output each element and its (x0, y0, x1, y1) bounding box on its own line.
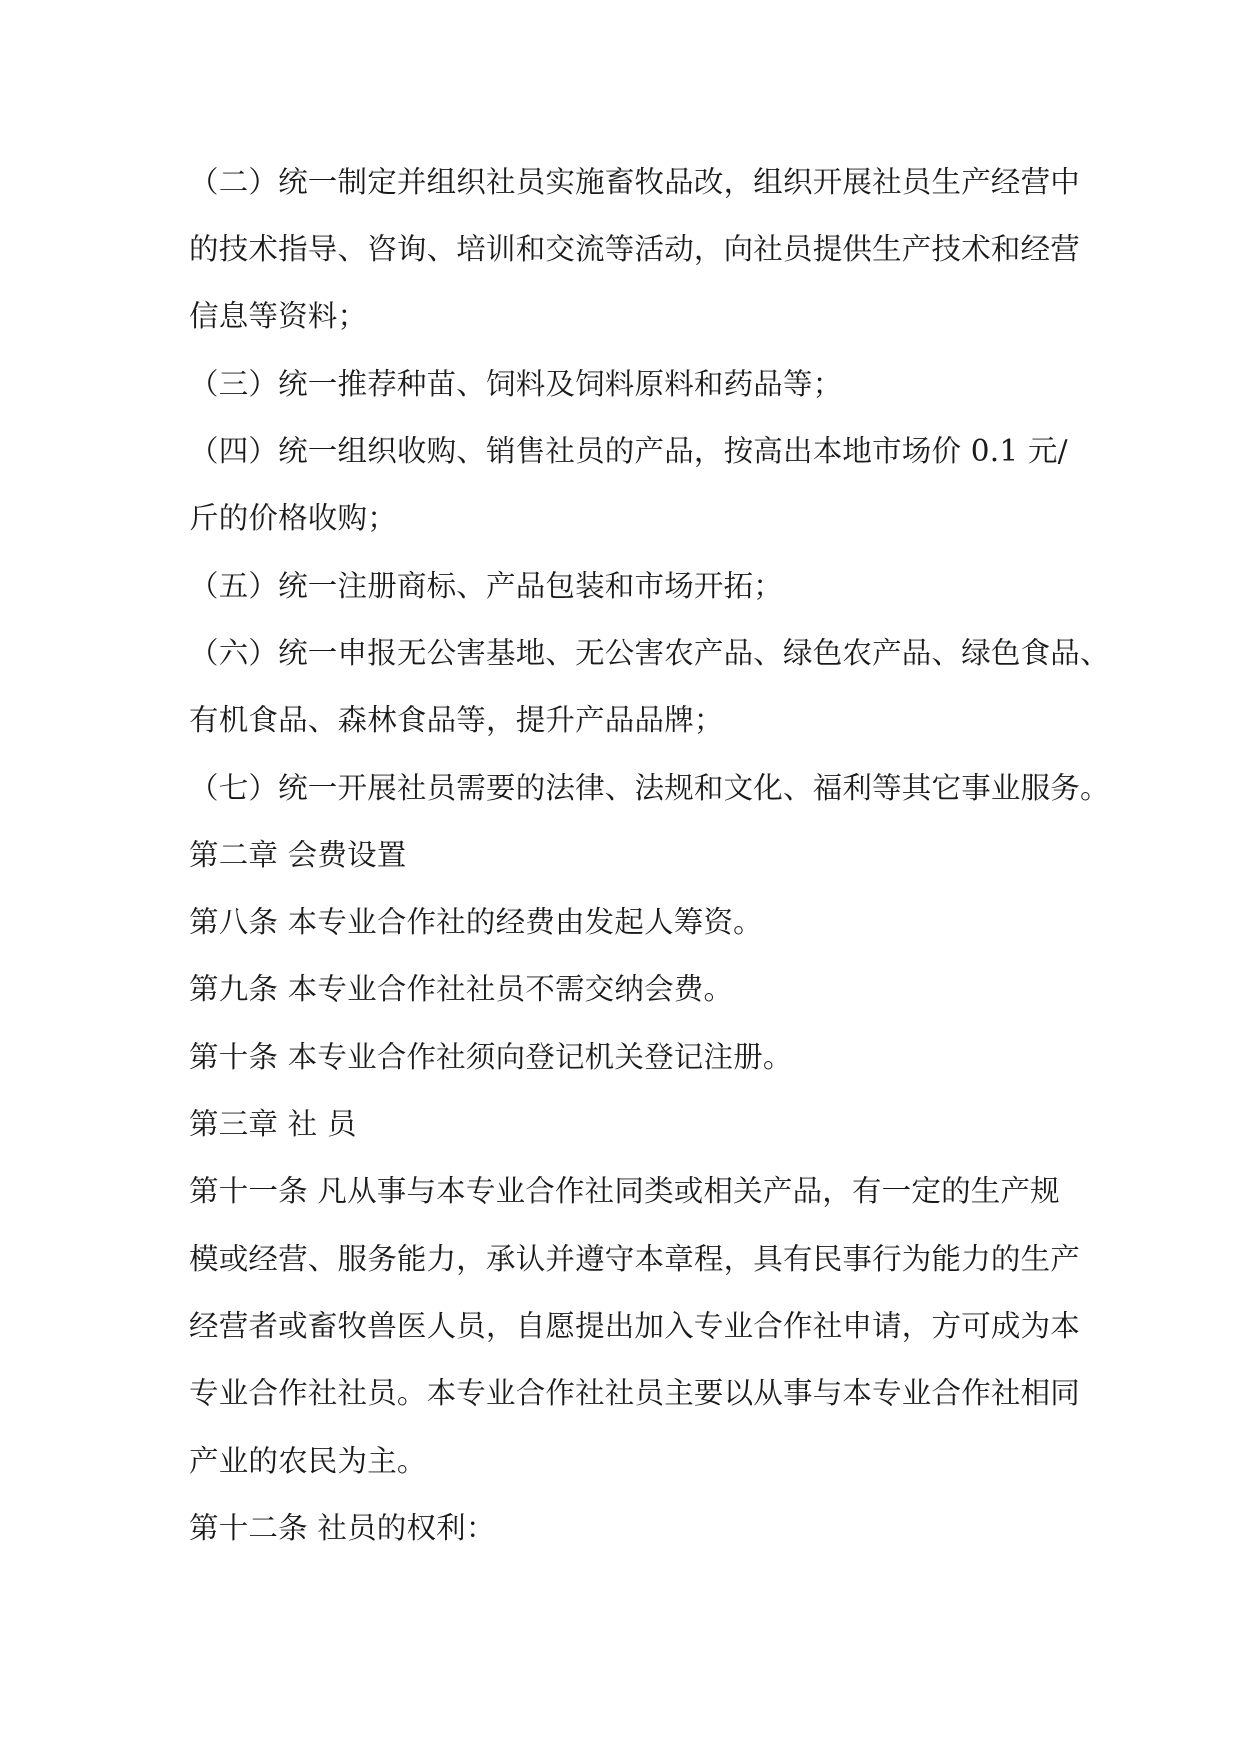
text-line: 产业的农民为主。 (189, 1444, 427, 1478)
text-line: （三）统一推荐种苗、饲料及饲料原料和药品等； (189, 367, 843, 401)
text-line: （六）统一申报无公害基地、无公害农产品、绿色农产品、绿色食品、 (189, 636, 1110, 670)
article-line: 第十二条 社员的权利： (189, 1511, 496, 1545)
text-line: 经营者或畜牧兽医人员，自愿提出加入专业合作社申请，方可成为本 (189, 1309, 1081, 1343)
text-line: 的技术指导、咨询、培训和交流等活动，向社员提供生产技术和经营 (189, 232, 1081, 266)
text-line: 专业合作社社员。本专业合作社社员主要以从事与本专业合作社相同 (189, 1376, 1081, 1410)
text-line: （四）统一组织收购、销售社员的产品，按高出本地市场价 0.1 元/ (189, 434, 1068, 468)
text-line: 有机食品、森林食品等，提升产品品牌； (189, 703, 724, 737)
article-line: 第十一条 凡从事与本专业合作社同类或相关产品，有一定的生产规 (189, 1174, 1060, 1208)
text-line: （七）统一开展社员需要的法律、法规和文化、福利等其它事业服务。 (189, 771, 1110, 805)
text-line: 斤的价格收购； (189, 501, 397, 535)
chapter-heading: 第三章 社 员 (189, 1107, 357, 1141)
chapter-heading: 第二章 会费设置 (189, 838, 407, 872)
article-line: 第八条 本专业合作社的经费由发起人筹资。 (189, 905, 763, 939)
text-line: （五）统一注册商标、产品包装和市场开拓； (189, 569, 784, 603)
text-line: 信息等资料； (189, 299, 368, 333)
text-line: 模或经营、服务能力，承认并遵守本章程，具有民事行为能力的生产 (189, 1242, 1081, 1276)
text-line: （二）统一制定并组织社员实施畜牧品改，组织开展社员生产经营中 (189, 165, 1081, 199)
article-line: 第十条 本专业合作社须向登记机关登记注册。 (189, 1040, 793, 1074)
article-line: 第九条 本专业合作社社员不需交纳会费。 (189, 972, 734, 1006)
